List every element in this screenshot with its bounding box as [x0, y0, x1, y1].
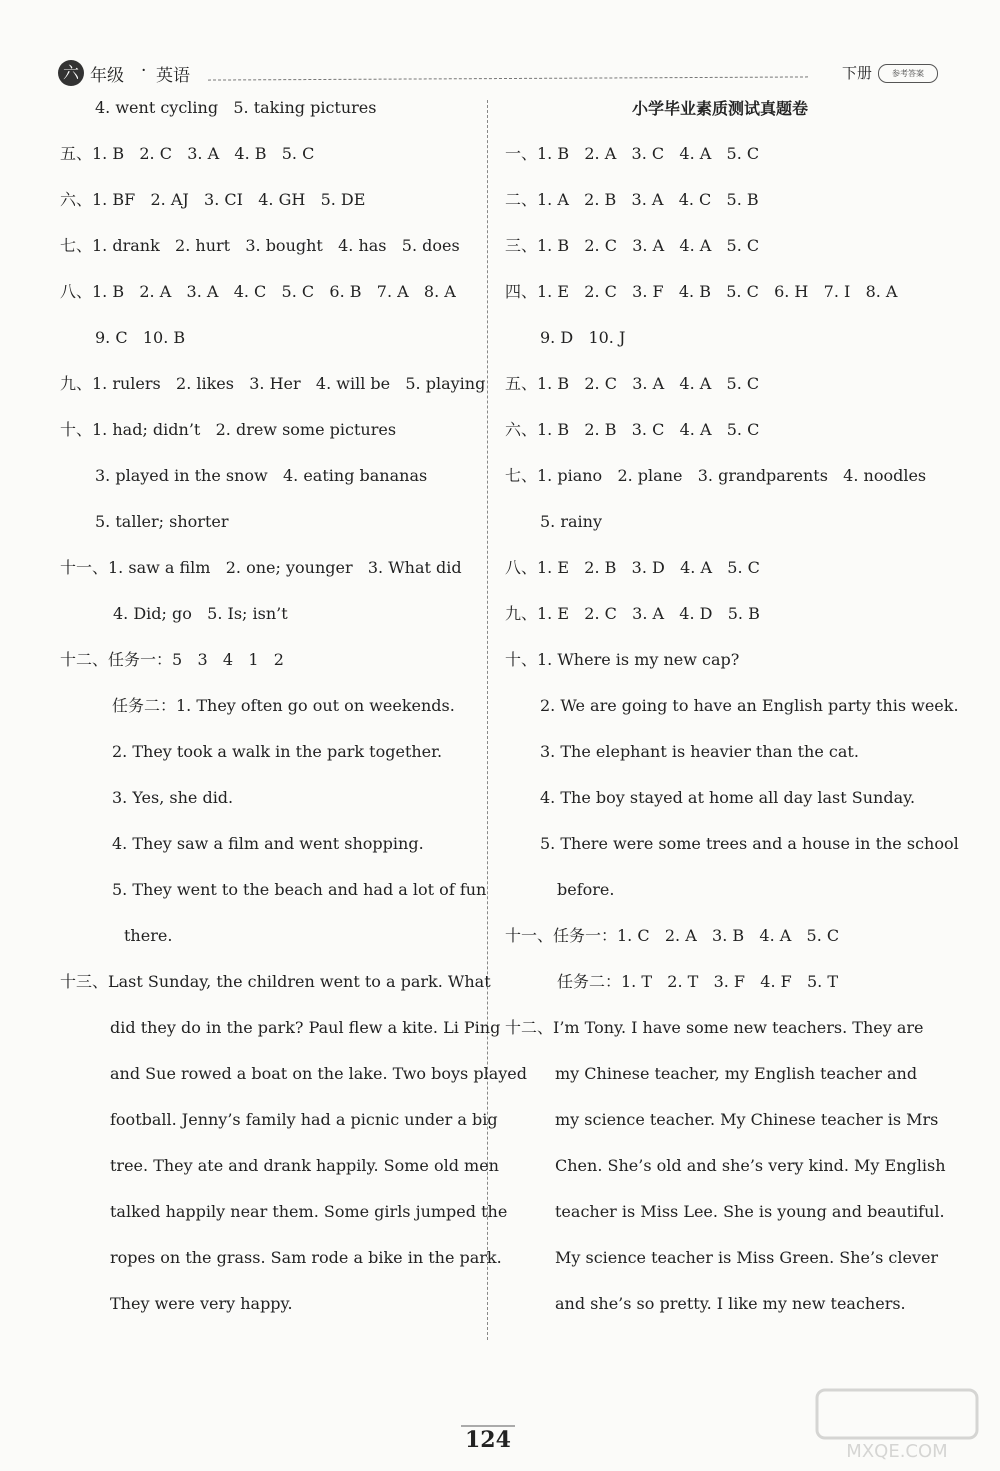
answer-line: 4. They saw a film and went shopping.: [112, 834, 424, 853]
answer-line: 十二、任务一：5 3 4 1 2: [60, 650, 284, 669]
header-separator: ·: [141, 61, 147, 81]
answer-line: 八、1. E 2. B 3. D 4. A 5. C: [505, 558, 760, 577]
answer-line: 4. The boy stayed at home all day last Sunday.: [540, 788, 916, 807]
answer-line: 十、1. had; didn’t 2. drew some pictures: [60, 420, 397, 439]
answer-line: 4. went cycling 5. taking pictures: [95, 98, 377, 117]
column-divider: [487, 100, 488, 1340]
answer-line: 4. Did; go 5. Is; isn’t: [113, 604, 288, 623]
answer-line: 9. D 10. J: [540, 328, 626, 347]
answer-line: 5. taller; shorter: [95, 512, 229, 531]
answer-line: 3. Yes, she did.: [112, 788, 234, 807]
answer-line: 5. There were some trees and a house in the school: [540, 834, 959, 853]
answer-line: and she’s so pretty. I like my new teachers.: [555, 1294, 906, 1313]
answer-line: 七、1. drank 2. hurt 3. bought 4. has 5. does: [60, 236, 460, 255]
answer-line: 2. We are going to have an English party this week.: [540, 696, 959, 715]
answer-line: 十、1. Where is my new cap?: [505, 650, 740, 669]
answer-line: before.: [557, 880, 615, 899]
page-header: [58, 58, 938, 90]
answer-line: there.: [124, 926, 173, 945]
answer-line: They were very happy.: [110, 1294, 293, 1313]
answer-line: My science teacher is Miss Green. She’s clever: [555, 1248, 939, 1267]
answer-line: 五、1. B 2. C 3. A 4. A 5. C: [505, 374, 760, 393]
watermark-text: MXQE.COM: [846, 1441, 948, 1462]
volume-label: 下册: [841, 64, 872, 82]
answer-line: 十一、任务一：1. C 2. A 3. B 4. A 5. C: [505, 926, 840, 945]
answer-line: 五、1. B 2. C 3. A 4. B 5. C: [60, 144, 315, 163]
answer-line: 9. C 10. B: [95, 328, 186, 347]
answer-line: teacher is Miss Lee. She is young and beautiful.: [555, 1202, 945, 1221]
answer-line: 九、1. E 2. C 3. A 4. D 5. B: [505, 604, 760, 623]
answer-line: 任务二：1. T 2. T 3. F 4. F 5. T: [557, 972, 839, 991]
answer-line: 3. The elephant is heavier than the cat.: [540, 742, 859, 761]
grade-label: 年级: [90, 66, 124, 86]
answer-line: 3. played in the snow 4. eating bananas: [95, 466, 428, 485]
answer-line: 任务二：1. They often go out on weekends.: [112, 696, 455, 715]
answer-line: 十二、I’m Tony. I have some new teachers. They are: [505, 1018, 924, 1037]
answer-line: tree. They ate and drank happily. Some old men: [110, 1156, 499, 1175]
answer-line: 四、1. E 2. C 3. F 4. B 5. C 6. H 7. I 8. A: [505, 282, 898, 301]
answer-line: Chen. She’s old and she’s very kind. My English: [555, 1156, 946, 1175]
section-title: 小学毕业素质测试真题卷: [632, 99, 809, 118]
grade-badge: 六: [58, 60, 84, 86]
answer-line: football. Jenny’s family had a picnic under a big: [110, 1110, 498, 1129]
answer-line: 七、1. piano 2. plane 3. grandparents 4. noodles: [505, 466, 927, 485]
answer-line: 一、1. B 2. A 3. C 4. A 5. C: [505, 144, 760, 163]
answer-line: 2. They took a walk in the park together.: [112, 742, 443, 761]
answer-line: 九、1. rulers 2. likes 3. Her 4. will be 5. playing: [60, 374, 486, 393]
answer-line: 六、1. BF 2. AJ 3. CI 4. GH 5. DE: [60, 190, 366, 209]
answer-logo: 参考答案: [878, 64, 938, 83]
answer-line: 5. They went to the beach and had a lot of fun: [112, 880, 487, 899]
watermark-logo: [812, 1385, 982, 1465]
answer-line: my Chinese teacher, my English teacher and: [555, 1064, 918, 1083]
subject-label: 英语: [156, 66, 190, 86]
answer-line: 5. rainy: [540, 512, 602, 531]
answer-line: my science teacher. My Chinese teacher is Mrs: [555, 1110, 939, 1129]
page-number: 124: [461, 1425, 515, 1453]
answer-line: 二、1. A 2. B 3. A 4. C 5. B: [505, 190, 759, 209]
answer-line: 十三、Last Sunday, the children went to a park. What: [60, 972, 491, 991]
answer-line: talked happily near them. Some girls jumped the: [110, 1202, 508, 1221]
answer-line: 三、1. B 2. C 3. A 4. A 5. C: [505, 236, 760, 255]
answer-line: 八、1. B 2. A 3. A 4. C 5. C 6. B 7. A 8. A: [60, 282, 456, 301]
answer-line: did they do in the park? Paul flew a kite. Li Ping: [110, 1018, 501, 1037]
answer-line: 十一、1. saw a film 2. one; younger 3. What did: [60, 558, 462, 577]
answer-line: 六、1. B 2. B 3. C 4. A 5. C: [505, 420, 760, 439]
answer-line: and Sue rowed a boat on the lake. Two boys played: [110, 1064, 527, 1083]
header-rule: [208, 76, 808, 80]
answer-line: ropes on the grass. Sam rode a bike in the park.: [110, 1248, 502, 1267]
